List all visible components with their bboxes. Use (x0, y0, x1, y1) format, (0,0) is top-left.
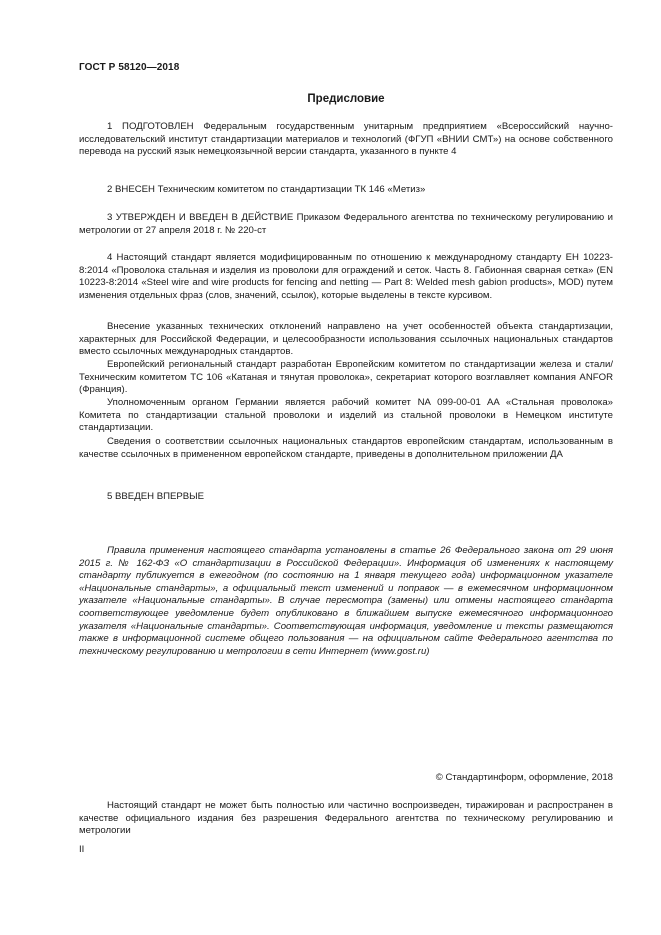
foreword-title: Предисловие (307, 93, 385, 105)
foreword-item-4-paragraph-2: Внесение указанных технических отклонений направлено на учет особенностей объекта стандартизации, характерных для Российской Федерации, и целесообразности использования ссылочных национальных стандартов вместо ссылочных международных стандартов. (79, 321, 613, 358)
application-rules-notice: Правила применения настоящего стандарта установлены в статье 26 Федерального закона от 29 июня 2015 г. № 162-ФЗ «О стандартизации в Российской Федерации». Информация об изменениях к настоящему стандарту публикуется в ежегодном (по состоянию на 1 января текущего года) информационном указателе «Национальные стандарты», а официальный текст изменений и поправок — в ежемесячном информационном указателе «Национальные стандарты». В случае пересмотра (замены) или отмены настоящего стандарта соответствующее уведомление будет опубликовано в ближайшем выпуске ежемесячного информационного указателя «Национальные стандарты». Соответствующая информация, уведомление и тексты размещаются также в информационной системе общего пользования — на официальном сайте Федерального агентства по техническому регулированию и метрологии в сети Интернет (www.gost.ru) (79, 545, 613, 657)
foreword-item-2: 2 ВНЕСЕН Техническим комитетом по стандартизации ТК 146 «Метиз» (107, 184, 426, 195)
foreword-item-4-paragraph-4: Уполномоченным органом Германии является рабочий комитет NA 099-00-01 AA «Стальная проволока» Комитета по стандартизации стальной проволоки и изделий из стальной проволоки в Немецком институте стандартизации. (79, 397, 613, 434)
reproduction-notice: Настоящий стандарт не может быть полностью или частично воспроизведен, тиражирован и распространен в качестве официального издания без разрешения Федерального агентства по техническому регулированию и метрологии (79, 800, 613, 837)
foreword-item-4-paragraph-5: Сведения о соответствии ссылочных национальных стандартов европейским стандартам, использованным в качестве ссылочных в примененном европейском стандарте, приведены в дополнительном приложении ДА (79, 436, 613, 460)
foreword-item-1: 1 ПОДГОТОВЛЕН Федеральным государственным унитарным предприятием «Всероссийский научно-исследовательский институт стандартизации материалов и технологий (ФГУП «ВНИИ СМТ») на основе собственного перевода на русский язык немецкоязычной версии стандарта, указанного в пункте 4 (79, 121, 613, 158)
foreword-item-4-paragraph-1: 4 Настоящий стандарт является модифицированным по отношению к международному стандарту ЕН 10223-8:2014 «Проволока стальная и изделия из проволоки для ограждений и сеток. Часть 8. Габионная сварная сетка» (EN 10223-8:2014 «Steel wire and wire products for fencing and netting — Part 8: Welded mesh gabion products», MOD) путем изменения отдельных фраз (слов, значений, ссылок), которые выделены в тексте курсивом. (79, 252, 613, 301)
foreword-item-5: 5 ВВЕДЕН ВПЕРВЫЕ (107, 491, 205, 502)
page-number: II (79, 844, 85, 855)
standard-code: ГОСТ Р 58120—2018 (79, 62, 180, 73)
copyright-line: © Стандартинформ, оформление, 2018 (435, 772, 613, 783)
foreword-item-4-paragraph-3: Европейский региональный стандарт разработан Европейским комитетом по стандартизации железа и стали/Техническим комитетом ТС 106 «Катаная и тянутая проволока», секретариат которого возглавляет компания ANFOR (Франция). (79, 359, 613, 396)
foreword-item-3: 3 УТВЕРЖДЕН И ВВЕДЕН В ДЕЙСТВИЕ Приказом Федерального агентства по техническому регулированию и метрологии от 27 апреля 2018 г. № 220-ст (79, 212, 613, 236)
